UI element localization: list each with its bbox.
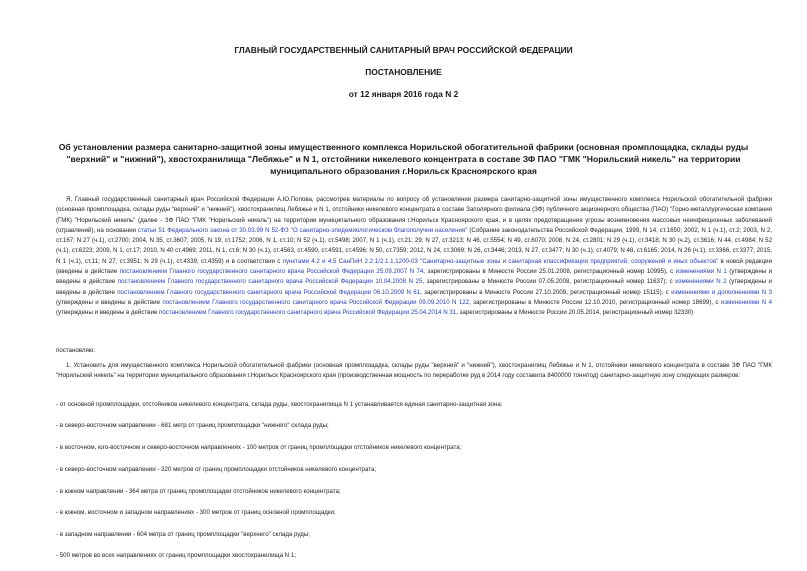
list-item: - в западном направлении - 604 метра от границ промплощадки "верхнего" склада руды; [56, 531, 310, 538]
link-decree-74[interactable]: постановлением Главного государственного санитарного врача Российской Федерации 25.09.2007 N 74 [119, 268, 424, 276]
preamble-text: , зарегистрированы в Минюсте России 20.05.2014, регистрационный номер 32330) [456, 309, 694, 317]
link-changes-1[interactable]: изменениями N 1 [675, 268, 727, 276]
list-item: - в северо-восточном направлении - 681 метр от границ промплощадки "нижнего" склада руды; [56, 422, 329, 429]
document-subject: Об установлении размера санитарно-защитной зоны имущественного комплекса Норильской обогатительной фабрики (основная промплощадка, склады руды "верхний" и "нижний"), хвостохранилища "Лебяжье" и N 1, отстойники никелевого концентрата в составе ЗФ ПАО "ГМК "Норильский никель" на территории муниципального образования г.Норильск Красноярского края [58, 142, 749, 176]
preamble-paragraph [56, 195, 772, 319]
list-item: - в южном, восточном и западном направлениях - 300 метров от границ основной промплощадки; [56, 509, 336, 516]
list-item: - в восточном, юго-восточном и северо-восточном направлениях - 100 метров от границ промплощадки отстойников никелевого концентрата; [56, 444, 462, 451]
preamble-text: в новой редакции (введены в действие [56, 257, 772, 276]
link-changes-4[interactable]: изменениями N 4 [720, 298, 773, 306]
point-1-paragraph [56, 361, 772, 382]
link-decree-61[interactable]: постановлением Главного государственного санитарного врача Российской Федерации 06.10.2009 N 61 [117, 288, 421, 296]
link-changes-2[interactable]: изменениями N 2 [675, 278, 727, 286]
link-decree-31[interactable]: постановлением Главного государственного санитарного врача Российской Федерации 25.04.2014 N 31 [159, 309, 457, 317]
link-changes-3[interactable]: изменениями и дополнениями N 3 [671, 288, 772, 296]
document-type: ПОСТАНОВЛЕНИЕ [365, 67, 442, 77]
decree-word: постановляю: [56, 347, 96, 354]
link-sanpin-points[interactable]: пунктами 4.2 и 4.5 СанПиН 2.2.1/2.1.1.1200-03 "Санитарно-защитные зоны и санитарная классификация предприятий, сооружений и иных объектов" [282, 257, 719, 265]
preamble-text: (Собрание законодательства Российской Федерации, 1999, N 14, ст.1650; 2002, N 1 (ч.1), ст.2; 2003, N 2, ст.167; N 27 (ч.1), ст.2700; 2004, N 35, ст.3607; 2005, N 19, ст.1752; 2006, N 1, ст.10; N 52 (ч.1), ст.5498; 2007, N 1 (ч.1), ст.21; 29; N 27, ст.3213; N 46, ст.5554; N 49, ст.6070; 2008, N 24, ст.2801; N 29 (ч.1), ст.3418; N 30 (ч.2), ст.3616; N 44, ст.4984; N 52 (ч.1), ст.6223; 2009, N 1, ст.17; 2010, N 40 ст.4969; 2011, N 1, ст.6; N 30 (ч.1), ст.4563, ст.4590, ст.4591, ст.4596; N 50, ст.7359; 2012, N 24, ст.3069; N 26, ст.3446; 2013, N 27, ст.3477; N 30 (ч.1), ст.4079; N 48, ст.6165; 2014, N 26 (ч.1), ст.3366, ст.3377; 2015, N 1 (ч.1), ст.11; N 27, ст.3951; N 29 (ч.1), ст.4339, ст.4359) и в соответствии с [56, 226, 772, 265]
preamble-text: (утверждены и введены в действие [56, 309, 160, 317]
list-item: - от основной промплощадки, отстойников никелевого концентрата, склада руды, хвостохранилища N 1 устанавливается единая санитарно-защитная зона: [56, 401, 503, 408]
preamble-text: (утверждены и введены в действие [56, 298, 163, 306]
preamble-text: , зарегистрированы в Минюсте России 12.10.2010, регистрационный номер 18699), с [469, 298, 721, 306]
link-decree-25[interactable]: постановлением Главного государственного санитарного врача Российской Федерации 10.04.2008 N 25 [117, 278, 423, 286]
preamble-text: , зарегистрированы в Минюсте России 25.01.2008, регистрационный номер 10995), с [423, 268, 676, 276]
list-item: - в северо-восточном направлении - 320 метров от границ промплощадки отстойников никелевого концентрата; [56, 466, 377, 473]
point-1-text: 1. Установить для имущественного комплекса Норильской обогатительной фабрики (основная промплощадка, склады руды "верхний" и "нижний"), хвостохранилищ Лебяжье и N 1, отстойники никелевого концентрата в составе ЗФ ПАО "ГМК "Норильский никель" на территории муниципального образования г.Норильск Красноярского края (производственная мощность по переработке руд в 2014 году составила 8400000 тонн/год) санитарно-защитную зону следующих размеров: [56, 362, 772, 380]
link-decree-122[interactable]: постановлением Главного государственного санитарного врача Российской Федерации 09.09.2010 N 122 [162, 298, 470, 306]
preamble-text: , зарегистрированы в Минюсте России 07.05.2008, регистрационный номер 11637); с [422, 278, 676, 286]
document-date-number: от 12 января 2016 года N 2 [348, 89, 459, 99]
preamble-text: (утверждены и введены в действие [56, 268, 772, 286]
preamble-text: Я, Главный государственный санитарный врач Российской Федерации А.Ю.Попова, рассмотрев материалы по вопросу об установлении размера санитарно-защитной зоны имущественного комплекса Норильской обогатительной фабрики (основная промплощадка, склады руды "верхний" и "нижний"), хвостохранилищ Лебяжье и N 1, отстойники никелевого концентрата в составе Заполярного филиала (ЗФ) публичного акционерного общества (ПАО) "Горно-металлургическая компания (ГМК) "Норильский никель" (далее - ЗФ ПАО "ГМК "Норильский никель") на территории муниципального образования г.Норильск Красноярского края, и в целях предотвращения угрозы возникновения массовых неинфекционных заболеваний (отравлений), на основании [56, 196, 772, 234]
preamble-text: , зарегистрированы в Минюсте России 27.10.2009, регистрационный номер 15115), с [420, 288, 672, 296]
list-item: - в южном направлении - 364 метра от границ промплощадки отстойников никелевого концентрата; [56, 488, 341, 495]
link-federal-law-52[interactable]: статьи 51 Федерального закона от 30.03.99 N 52-ФЗ "О санитарно-эпидемиологическом благополучии населения" [137, 226, 468, 234]
preamble-text: (утверждены и введены в действие [56, 278, 772, 296]
issuing-authority: ГЛАВНЫЙ ГОСУДАРСТВЕННЫЙ САНИТАРНЫЙ ВРАЧ РОССИЙСКОЙ ФЕДЕРАЦИИ [234, 45, 573, 55]
list-item: - 500 метров во всех направлениях от границ промплощадки хвостохранилища N 1; [56, 552, 296, 559]
